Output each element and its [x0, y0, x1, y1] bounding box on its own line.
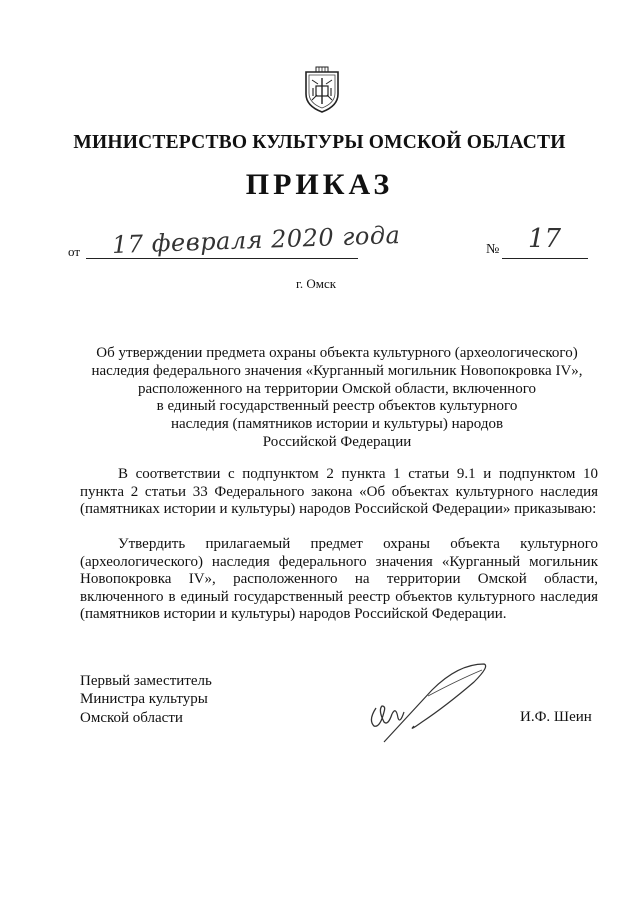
- order-subject: [70, 345, 604, 452]
- signer-position-line: Первый заместитель: [80, 673, 212, 689]
- body-paragraph-basis: В соответствии с подпунктом 2 пункта 1 статьи 9.1 и подпунктом 10 пункта 2 статьи 33 Федерального закона «Об объектах культурного наследия (памятниках истории и культуры) народов Российской Федерации» приказываю:: [80, 466, 598, 518]
- city: г. Омск: [296, 276, 337, 291]
- subject-line: Об утверждении предмета охраны объекта культурного (археологического): [96, 345, 578, 361]
- subject-line: расположенного на территории Омской области, включенного: [138, 380, 536, 397]
- signer-position-line: Министра культуры: [80, 691, 208, 708]
- subject-line: наследия (памятников истории и культуры) народов: [170, 416, 504, 433]
- handwritten-date: 17 февраля 2020 года: [111, 220, 401, 260]
- subject-line: наследия федерального значения «Курганный могильник Новопокровка IV»,: [91, 362, 583, 379]
- handwritten-signature-icon: [362, 660, 502, 750]
- subject-line: в единый государственный реестр объектов культурного: [156, 398, 518, 415]
- coat-of-arms-icon: [302, 66, 342, 114]
- body-paragraph-resolution: Утвердить прилагаемый предмет охраны объекта культурного (археологического) наследия федерального значения «Курганный могильник Новопокровка IV», расположенного на территории Омской области, включенного в единый государственный реестр объектов культурного наследия (памятников истории и культуры) народов Российской Федерации.: [80, 536, 598, 623]
- subject-line: Российской Федерации: [262, 433, 412, 450]
- number-underline: [502, 258, 588, 259]
- handwritten-number: 17: [528, 224, 562, 254]
- signer-position: [80, 672, 212, 727]
- signer-name: И.Ф. Шеин: [520, 709, 592, 725]
- document-title: ПРИКАЗ: [245, 168, 394, 201]
- ministry-name: МИНИСТЕРСТВО КУЛЬТУРЫ ОМСКОЙ ОБЛАСТИ: [73, 132, 566, 153]
- signer-position-line: Омской области: [80, 709, 183, 726]
- date-prefix: от: [68, 244, 81, 259]
- number-prefix: №: [486, 242, 500, 257]
